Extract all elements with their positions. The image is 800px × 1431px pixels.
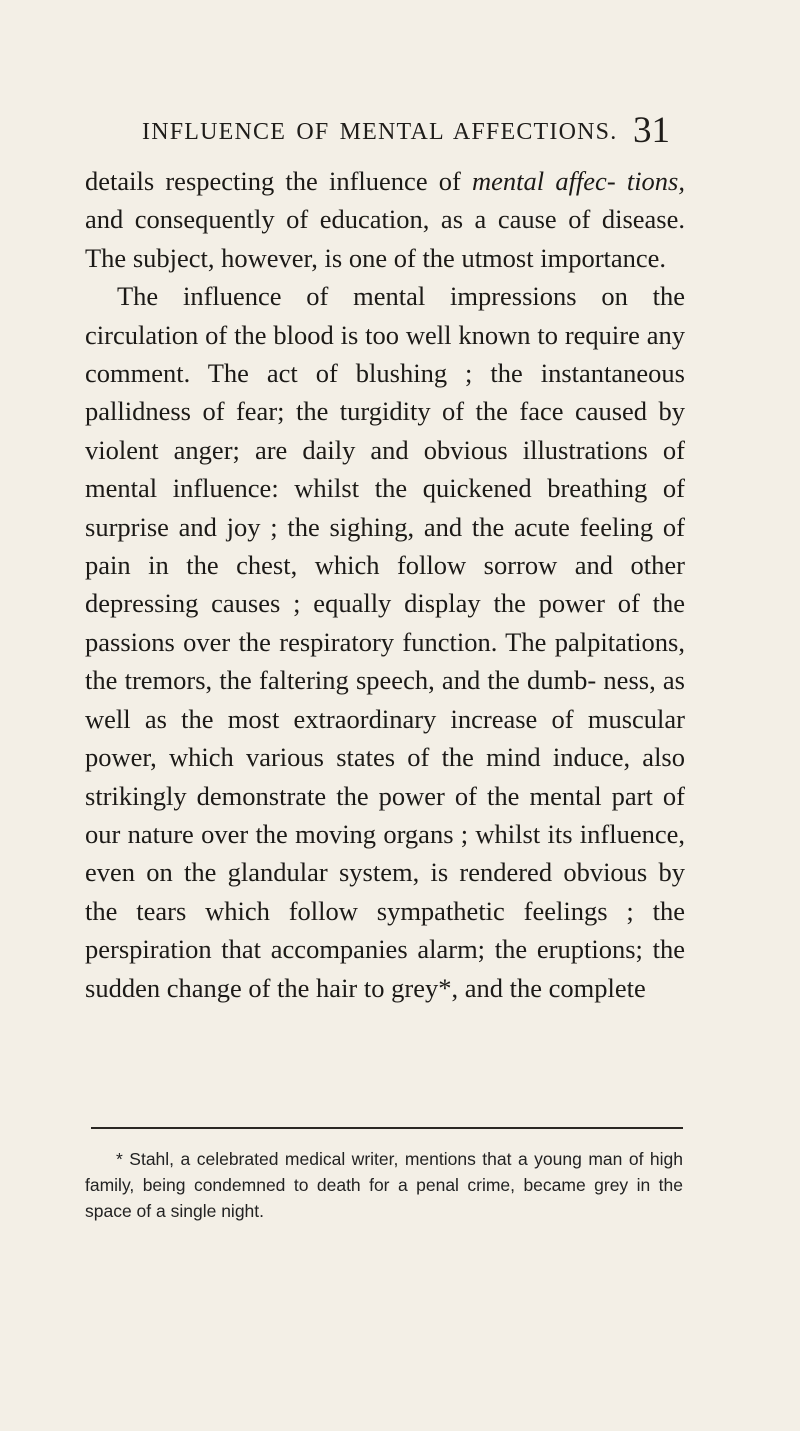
footnote: * Stahl, a celebrated medical writer, mentions that a young man of high family, being condemned to death for a penal crime, became grey in the space of a single night. <box>85 1149 683 1221</box>
paragraph-lead: details respecting the influence of <box>85 166 473 196</box>
paragraph: The influence of mental impressions on the circulation of the blood is too well known to require any comment. The act of blushing ; the instantaneous pallidness of fear; the turgidity of the face caused by violent anger; are daily and obvious illustrations of mental influence: whilst the quickened breathing of surprise and joy ; the sighing, and the acute feeling of pain in the chest, which follow sorrow and other depressing causes ; equally display the power of the passions over the respiratory function. The palpitations, the tremors, the faltering speech, and the dumb- ness, as well as the most extraordinary increase of muscular power, which various states of the mind induce, also strikingly demonstrate the power of the mental part of our nature over the moving organs ; whilst its influence, even on the glandular system, is rendered obvious by the tears which follow sympathetic feelings ; the perspiration that accompanies alarm; the eruptions; the sudden change of the hair to grey*, and the complete <box>85 281 685 1003</box>
running-head <box>0 110 800 155</box>
page-number: 31 <box>633 110 670 151</box>
footnote-divider <box>91 1127 683 1129</box>
paragraph-continued <box>85 162 685 277</box>
body-text <box>85 162 685 1007</box>
italic-phrase: mental affec- tions, <box>472 166 685 196</box>
paragraph-rest: and consequently of education, as a cause of disease. The subject, however, is one of the utmost importance. <box>85 204 685 273</box>
running-title: INFLUENCE OF MENTAL AFFECTIONS. <box>142 119 618 145</box>
